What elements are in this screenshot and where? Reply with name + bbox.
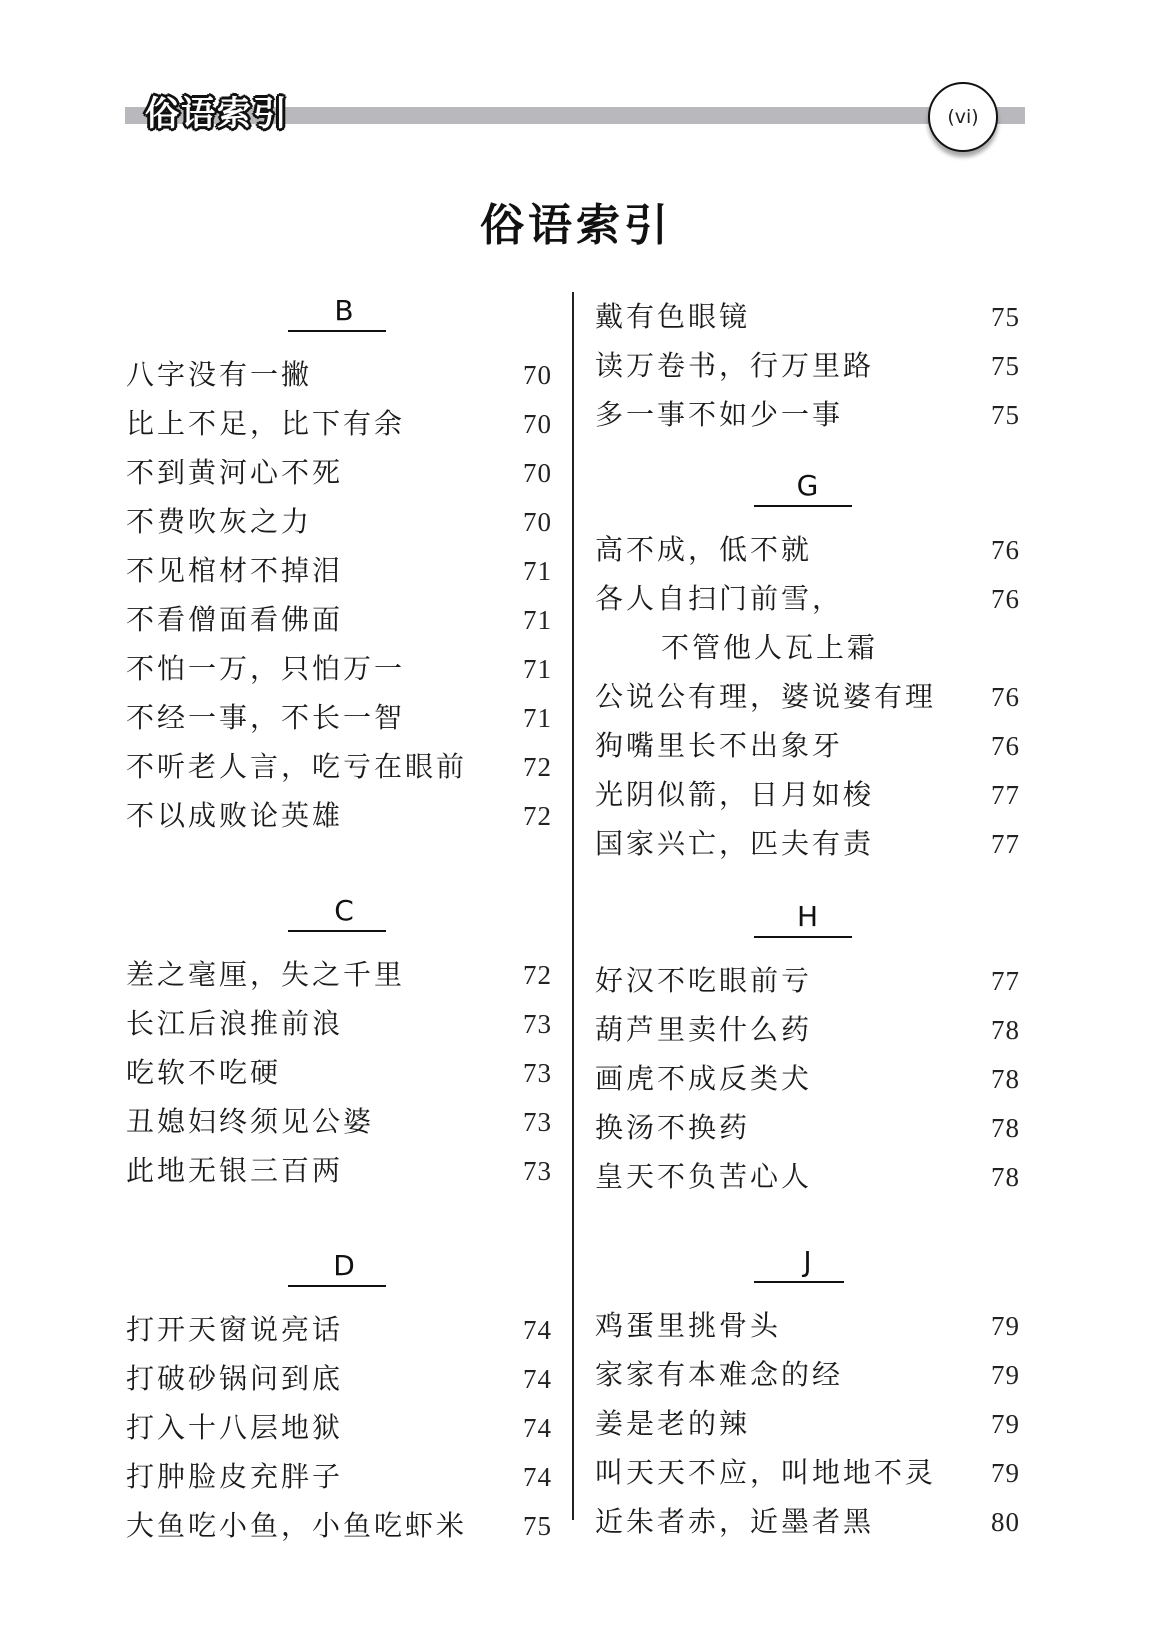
entry-page: 74: [523, 1364, 552, 1394]
entry-text: 此地无银三百两: [126, 1154, 344, 1187]
section-spacer: [126, 1195, 552, 1247]
entry-text: 读万卷书，行万里路: [595, 349, 875, 382]
entry-page: 77: [991, 966, 1020, 996]
index-entry: [595, 390, 1020, 439]
entry-text: 不见棺材不掉泪: [126, 554, 344, 587]
section-letter: H: [796, 900, 819, 933]
entry-page: 71: [523, 654, 552, 684]
index-section-d-continued: [595, 292, 1020, 439]
index-entry: [595, 574, 1020, 623]
index-entry: [126, 742, 552, 791]
index-entry: [595, 1054, 1020, 1103]
entry-page: 71: [523, 703, 552, 733]
entry-text: 光阴似箭，日月如梭: [595, 778, 875, 811]
page-number: (vi): [947, 106, 979, 128]
entry-page: 76: [991, 584, 1020, 614]
index-entry: [595, 770, 1020, 819]
index-entry: [126, 791, 552, 840]
index-entry: [595, 1497, 1020, 1546]
section-spacer: [595, 439, 1020, 467]
entry-page: 75: [991, 302, 1020, 332]
entry-text: 长江后浪推前浪: [126, 1007, 344, 1040]
entry-text: 公说公有理，婆说婆有理: [595, 680, 937, 713]
entry-page: 70: [523, 409, 552, 439]
index-entry: [595, 525, 1020, 574]
index-entry: [126, 448, 552, 497]
index-entry: [126, 644, 552, 693]
entry-text: 高不成，低不就: [595, 533, 813, 566]
entry-page: 71: [523, 556, 552, 586]
entry-text: 画虎不成反类犬: [595, 1062, 813, 1095]
entry-text: 不管他人瓦上霜: [661, 631, 879, 664]
entry-page: 74: [523, 1413, 552, 1443]
index-entry: [126, 1452, 552, 1501]
entry-text: 不听老人言，吃亏在眼前: [126, 750, 468, 783]
index-entry: [126, 1354, 552, 1403]
index-entry: [595, 721, 1020, 770]
index-section-g: [595, 467, 1020, 868]
index-entry: [595, 819, 1020, 868]
entry-page: 78: [991, 1015, 1020, 1045]
section-header: [595, 898, 1020, 947]
index-entry: [595, 1005, 1020, 1054]
entry-page: 75: [991, 400, 1020, 430]
entry-page: 78: [991, 1162, 1020, 1192]
section-underline: [288, 1285, 386, 1287]
entry-text: 打破砂锅问到底: [126, 1362, 344, 1395]
entry-page: 79: [991, 1458, 1020, 1488]
index-column-right: [595, 292, 1020, 1546]
entry-page: 72: [523, 752, 552, 782]
header-label: 俗语索引: [145, 94, 289, 134]
entry-text: 打肿脸皮充胖子: [126, 1460, 344, 1493]
index-entry: [126, 1048, 552, 1097]
entry-page: 75: [991, 351, 1020, 381]
entry-page: 73: [523, 1009, 552, 1039]
section-letter: G: [796, 469, 819, 502]
index-entry: [126, 497, 552, 546]
entry-page: 79: [991, 1311, 1020, 1341]
entry-page: 73: [523, 1058, 552, 1088]
index-section-j: [595, 1243, 1020, 1546]
index-entry-continuation: [595, 623, 1020, 672]
entry-page: 76: [991, 682, 1020, 712]
entry-text: 各人自扫门前雪，: [595, 582, 844, 615]
section-header: [126, 1247, 552, 1296]
entry-page: 77: [991, 829, 1020, 859]
entry-page: 74: [523, 1462, 552, 1492]
section-spacer: [595, 1201, 1020, 1243]
entry-text: 打开天窗说亮话: [126, 1313, 344, 1346]
index-entry: [595, 672, 1020, 721]
section-underline: [754, 936, 852, 938]
index-entry: [126, 999, 552, 1048]
section-underline: [288, 930, 386, 932]
section-underline: [754, 1281, 844, 1283]
entry-page: 76: [991, 731, 1020, 761]
entry-page: 71: [523, 605, 552, 635]
running-header: [0, 0, 1152, 190]
entry-page: 73: [523, 1156, 552, 1186]
index-entry: [126, 693, 552, 742]
entry-page: 72: [523, 801, 552, 831]
entry-text: 吃软不吃硬: [126, 1056, 282, 1089]
index-entry: [595, 956, 1020, 1005]
index-section-d: [126, 1247, 552, 1550]
section-header: [595, 1243, 1020, 1292]
index-entry: [595, 1448, 1020, 1497]
entry-page: 77: [991, 780, 1020, 810]
index-entry: [126, 950, 552, 999]
entry-text: 大鱼吃小鱼，小鱼吃虾米: [126, 1509, 468, 1542]
section-letter: D: [333, 1249, 355, 1282]
index-entry: [595, 292, 1020, 341]
entry-text: 不以成败论英雄: [126, 799, 344, 832]
entry-page: 75: [523, 1511, 552, 1541]
section-spacer: [595, 868, 1020, 898]
entry-text: 打入十八层地狱: [126, 1411, 344, 1444]
section-spacer: [126, 840, 552, 892]
entry-text: 鸡蛋里挑骨头: [595, 1309, 782, 1342]
index-entry: [595, 1350, 1020, 1399]
index-entry: [126, 1403, 552, 1452]
entry-page: 80: [991, 1507, 1020, 1537]
entry-page: 70: [523, 360, 552, 390]
index-entry: [595, 1103, 1020, 1152]
index-entry: [126, 546, 552, 595]
page-title: 俗语索引: [480, 200, 672, 251]
entry-page: 78: [991, 1064, 1020, 1094]
index-section-c: [126, 892, 552, 1195]
entry-text: 葫芦里卖什么药: [595, 1013, 813, 1046]
entry-text: 换汤不换药: [595, 1111, 751, 1144]
index-entry: [126, 350, 552, 399]
entry-text: 不费吹灰之力: [126, 505, 313, 538]
entry-page: 79: [991, 1409, 1020, 1439]
entry-text: 国家兴亡，匹夫有责: [595, 827, 875, 860]
section-underline: [288, 330, 386, 332]
entry-page: 78: [991, 1113, 1020, 1143]
entry-text: 不看僧面看佛面: [126, 603, 344, 636]
entry-text: 多一事不如少一事: [595, 398, 844, 431]
index-column-left: [126, 292, 552, 1550]
entry-page: 74: [523, 1315, 552, 1345]
index-entry: [126, 1097, 552, 1146]
column-divider: [572, 292, 574, 1520]
entry-page: 72: [523, 960, 552, 990]
index-entry: [126, 1146, 552, 1195]
entry-text: 差之毫厘，失之千里: [126, 958, 406, 991]
index-section-b: [126, 292, 552, 840]
entry-page: 79: [991, 1360, 1020, 1390]
index-entry: [595, 341, 1020, 390]
entry-page: 76: [991, 535, 1020, 565]
entry-page: 73: [523, 1107, 552, 1137]
section-letter: B: [334, 294, 354, 327]
index-entry: [595, 1399, 1020, 1448]
page-number-badge: [928, 82, 998, 152]
index-entry: [126, 1305, 552, 1354]
entry-text: 皇天不负苦心人: [595, 1160, 813, 1193]
entry-text: 不到黄河心不死: [126, 456, 344, 489]
entry-text: 不怕一万，只怕万一: [126, 652, 406, 685]
entry-text: 不经一事，不长一智: [126, 701, 406, 734]
entry-text: 戴有色眼镜: [595, 300, 751, 333]
index-entry: [595, 1301, 1020, 1350]
section-header: [595, 467, 1020, 516]
section-header: [126, 892, 552, 941]
entry-text: 好汉不吃眼前亏: [595, 964, 813, 997]
section-header: [126, 292, 552, 341]
entry-text: 近朱者赤，近墨者黑: [595, 1505, 875, 1538]
section-letter: C: [334, 894, 354, 927]
section-underline: [754, 505, 852, 507]
entry-text: 叫天天不应，叫地地不灵: [595, 1456, 937, 1489]
index-entry: [126, 399, 552, 448]
entry-page: 70: [523, 507, 552, 537]
entry-page: 70: [523, 458, 552, 488]
entry-text: 姜是老的辣: [595, 1407, 751, 1440]
entry-text: 丑媳妇终须见公婆: [126, 1105, 375, 1138]
index-section-h: [595, 898, 1020, 1201]
index-entry: [126, 1501, 552, 1550]
index-entry: [126, 595, 552, 644]
section-letter: J: [803, 1245, 812, 1278]
entry-text: 狗嘴里长不出象牙: [595, 729, 844, 762]
entry-text: 家家有本难念的经: [595, 1358, 844, 1391]
entry-text: 八字没有一撇: [126, 358, 313, 391]
index-entry: [595, 1152, 1020, 1201]
entry-text: 比上不足，比下有余: [126, 407, 406, 440]
